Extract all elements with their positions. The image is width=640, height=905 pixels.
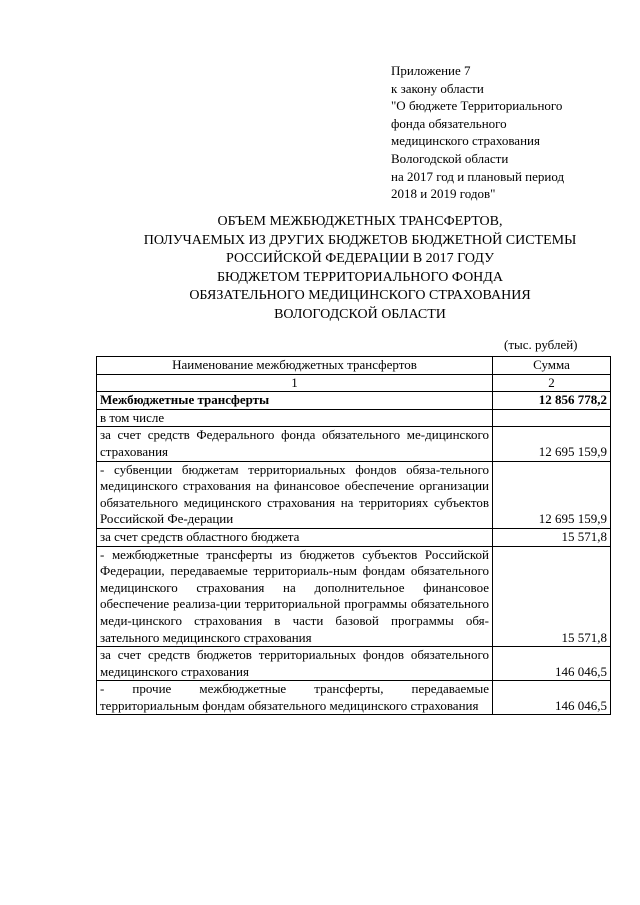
title-line: БЮДЖЕТОМ ТЕРРИТОРИАЛЬНОГО ФОНДА bbox=[217, 269, 503, 285]
appendix-line: Приложение 7 bbox=[391, 63, 471, 78]
appendix-line: "О бюджете Территориального bbox=[391, 98, 563, 114]
table-header-row bbox=[97, 357, 611, 375]
table-row bbox=[97, 546, 611, 647]
row-name: за счет средств бюджетов территориальных фондов обязательного медицинского страхования bbox=[97, 647, 493, 681]
header-sum: Сумма bbox=[493, 357, 611, 375]
appendix-block bbox=[391, 62, 631, 203]
row-name: - субвенции бюджетам территориальных фондов обяза-тельного медицинского страхования на финансовое обеспечение организации обязательного медицинского страхования на территориях субъектов Российской Фе-дерации bbox=[97, 461, 493, 528]
row-name: Межбюджетные трансферты bbox=[97, 392, 493, 410]
title-line: ОБЯЗАТЕЛЬНОГО МЕДИЦИНСКОГО СТРАХОВАНИЯ bbox=[189, 288, 531, 303]
table-row-total bbox=[97, 392, 611, 410]
row-sum: 146 046,5 bbox=[493, 647, 611, 681]
row-sum: 12 695 159,9 bbox=[493, 427, 611, 461]
row-name: за счет средств Федерального фонда обязательного ме-дицинского страхования bbox=[97, 427, 493, 461]
unit-label: (тыс. рублей) bbox=[504, 337, 578, 352]
appendix-line: Вологодской области bbox=[391, 150, 509, 166]
row-name: в том числе bbox=[97, 409, 493, 427]
table-row bbox=[97, 427, 611, 461]
appendix-line: 2018 и 2019 годов" bbox=[391, 186, 496, 202]
row-sum: 12 695 159,9 bbox=[493, 461, 611, 528]
appendix-line: медицинского страхования bbox=[391, 133, 540, 149]
header-name: Наименование межбюджетных трансфертов bbox=[97, 357, 493, 375]
table-row bbox=[97, 528, 611, 546]
table-numbering-row bbox=[97, 374, 611, 392]
row-sum: 15 571,8 bbox=[493, 546, 611, 647]
row-sum: 15 571,8 bbox=[493, 528, 611, 546]
transfers-table bbox=[96, 356, 611, 715]
title-line: РОССИЙСКОЙ ФЕДЕРАЦИИ В 2017 ГОДУ bbox=[226, 251, 494, 266]
title-line: ОБЪЕМ МЕЖБЮДЖЕТНЫХ ТРАНСФЕРТОВ, bbox=[217, 214, 503, 229]
numbering-sum: 2 bbox=[493, 374, 611, 392]
appendix-line: на 2017 год и плановый период bbox=[391, 168, 565, 184]
table-row bbox=[97, 409, 611, 427]
numbering-name: 1 bbox=[97, 374, 493, 392]
table-row bbox=[97, 681, 611, 715]
row-sum: 12 856 778,2 bbox=[493, 392, 611, 410]
appendix-line: к закону области bbox=[391, 80, 484, 96]
title-line: ВОЛОГОДСКОЙ ОБЛАСТИ bbox=[274, 306, 446, 322]
row-name: за счет средств областного бюджета bbox=[97, 528, 493, 546]
title-line: ПОЛУЧАЕМЫХ ИЗ ДРУГИХ БЮДЖЕТОВ БЮДЖЕТНОЙ СИСТЕМЫ bbox=[143, 232, 577, 248]
row-sum: 146 046,5 bbox=[493, 681, 611, 715]
table-row bbox=[97, 647, 611, 681]
row-sum bbox=[493, 409, 611, 427]
row-name: - прочие межбюджетные трансферты, передаваемые территориальным фондам обязательного медицинского страхования bbox=[97, 681, 493, 715]
row-name: - межбюджетные трансферты из бюджетов субъектов Российской Федерации, передаваемые территориаль-ным фондам обязательного медицинского страхования на дополнительное финансовое обеспечение реализа-ции территориальной программы обязательного меди-цинского страхования в части базовой программы обя-зательного медицинского страхования bbox=[97, 546, 493, 647]
document-title bbox=[80, 213, 640, 324]
appendix-line: фонда обязательного bbox=[391, 115, 507, 131]
table-row bbox=[97, 461, 611, 528]
